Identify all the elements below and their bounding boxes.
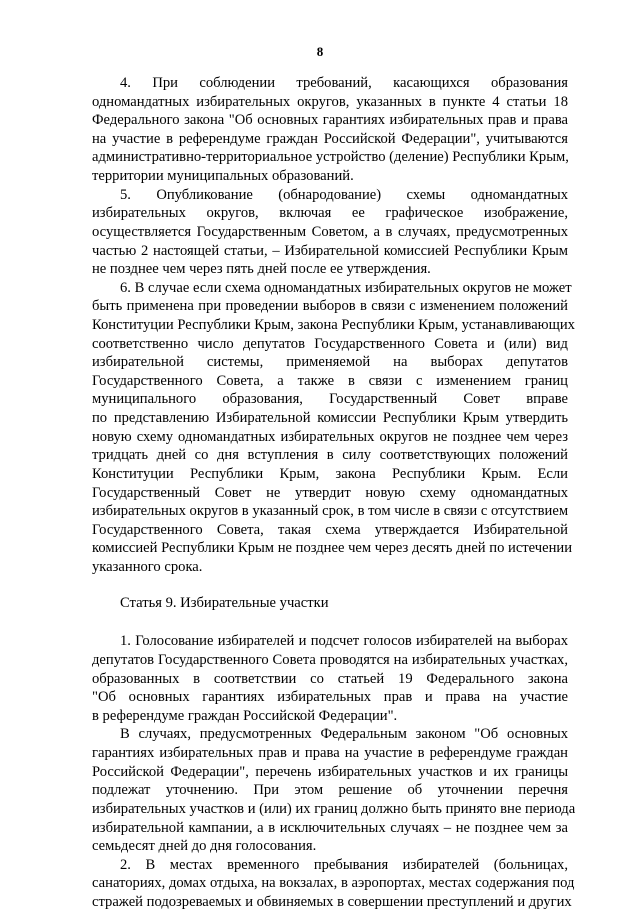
text-line: Государственного Совета, такая схема утверждается Избирательной bbox=[92, 522, 568, 538]
text-line: избирательной системы, применяемой на выборах депутатов bbox=[92, 354, 568, 370]
text-line: стражей подозреваемых и обвиняемых в совершении преступлений и других bbox=[92, 894, 572, 910]
text-line: 1. Голосование избирателей и подсчет голосов избирателей на выборах bbox=[120, 633, 568, 649]
text-line: указанного срока. bbox=[92, 559, 203, 575]
text-line: избирательных округов, включая ее графическое изображение, bbox=[92, 205, 568, 221]
text-line: новую схему одномандатных избирательных округов не позднее чем через bbox=[92, 429, 568, 445]
text-line: Государственный Совет не утвердит новую схему одномандатных bbox=[92, 485, 568, 501]
text-line: быть применена при проведении выборов в связи с изменением положений bbox=[92, 298, 568, 314]
text-line: избирательных участков и (или) их границ должно быть принято вне периода bbox=[92, 801, 576, 817]
text-line: депутатов Государственного Совета проводятся на избирательных участках, bbox=[92, 652, 568, 668]
text-line: Конституции Республики Крым, закона Республики Крым. Если bbox=[92, 466, 568, 482]
text-line: Государственного Совета, а также в связи с изменением границ bbox=[92, 373, 568, 389]
text-line: тридцать дней со дня вступления в силу соответствующих положений bbox=[92, 447, 568, 463]
text-line: образованных в соответствии со статьей 19 Федерального закона bbox=[92, 671, 568, 687]
text-line: Федерального закона "Об основных гарантиях избирательных прав и права bbox=[92, 112, 568, 128]
text-line: в референдуме граждан Российской Федерации". bbox=[92, 708, 398, 724]
text-line: одномандатных избирательных округов, указанных в пункте 4 статьи 18 bbox=[92, 94, 568, 110]
text-line: гарантиях избирательных прав и права на участие в референдуме граждан bbox=[92, 745, 568, 761]
text-line: соответственно число депутатов Государственного Совета и (или) вид bbox=[92, 336, 568, 352]
text-line: 5. Опубликование (обнародование) схемы одномандатных bbox=[120, 187, 568, 203]
text-line: санаториях, домах отдыха, на вокзалах, в аэропортах, местах содержания под bbox=[92, 875, 575, 891]
text-line: осуществляется Государственным Советом, а в случаях, предусмотренных bbox=[92, 224, 568, 240]
text-line: 6. В случае если схема одномандатных избирательных округов не может bbox=[120, 280, 572, 296]
text-line: территории муниципальных образований. bbox=[92, 168, 354, 184]
text-line: административно-территориальное устройство (деление) Республики Крым, bbox=[92, 149, 569, 165]
text-line: избирательной кампании, а в исключительных случаях – не позднее чем за bbox=[92, 820, 568, 836]
text-line: частью 2 настоящей статьи, – Избирательной комиссией Республики Крым bbox=[92, 243, 568, 259]
text-line: подлежат уточнению. При этом решение об уточнении перечня bbox=[92, 782, 568, 798]
text-line: Конституции Республики Крым, закона Республики Крым, устанавливающих bbox=[92, 317, 575, 333]
text-line: муниципального образования, Государственный Совет вправе bbox=[92, 391, 568, 407]
text-line: семьдесят дней до дня голосования. bbox=[92, 838, 317, 854]
text-line: по представлению Избирательной комиссии Республики Крым утвердить bbox=[92, 410, 568, 426]
text-line: на участие в референдуме граждан Российской Федерации", учитываются bbox=[92, 131, 568, 147]
text-line: Российской Федерации", перечень избирательных участков и их границы bbox=[92, 764, 568, 780]
text-line: В случаях, предусмотренных Федеральным законом "Об основных bbox=[120, 726, 568, 742]
text-line: не позднее чем через пять дней после ее утверждения. bbox=[92, 261, 431, 277]
text-line: избирательных округов в указанный срок, в том числе в связи с отсутствием bbox=[92, 503, 569, 519]
page-number: 8 bbox=[316, 44, 324, 59]
text-line: комиссией Республики Крым не позднее чем через десять дней по истечении bbox=[92, 540, 573, 556]
text-line: 4. При соблюдении требований, касающихся образования bbox=[120, 75, 568, 91]
text-line: "Об основных гарантиях избирательных прав и права на участие bbox=[92, 689, 568, 705]
article-heading: Статья 9. Избирательные участки bbox=[120, 595, 329, 611]
text-line: 2. В местах временного пребывания избирателей (больницах, bbox=[120, 857, 568, 873]
